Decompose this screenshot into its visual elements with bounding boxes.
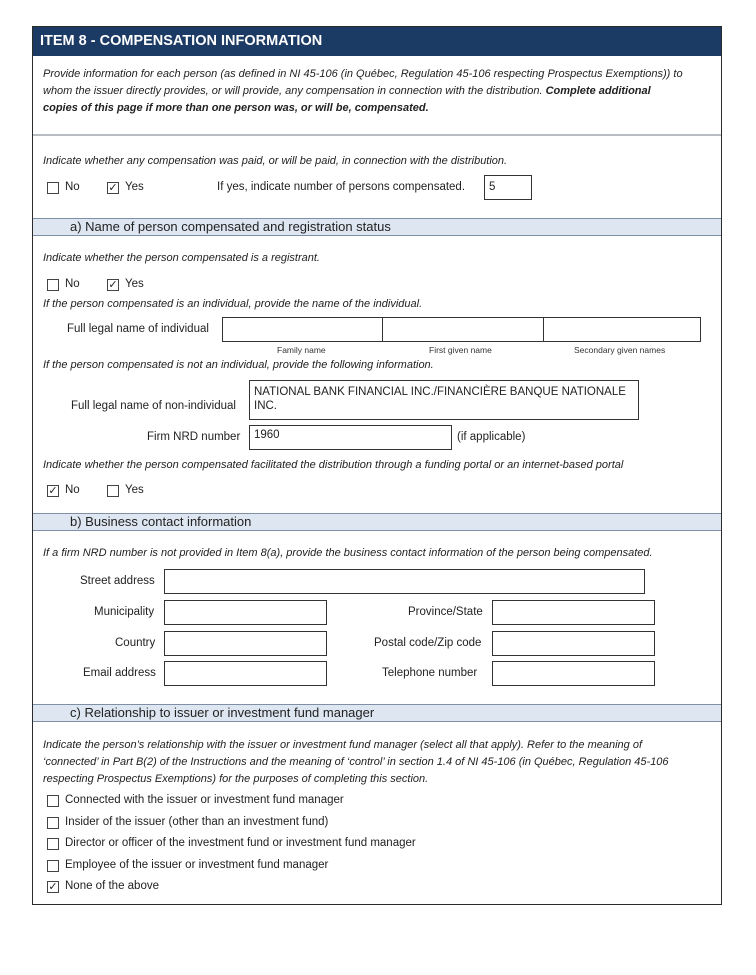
- portal-no-checkbox[interactable]: ✓: [48, 485, 58, 497]
- first-given-name-field[interactable]: [382, 317, 544, 342]
- registrant-question: Indicate whether the person compensated is a registrant.: [43, 252, 320, 264]
- portal-yes-checkbox[interactable]: [107, 485, 119, 497]
- relationship-none-label: None of the above: [65, 880, 159, 892]
- intro-line-2-bold: Complete additional: [542, 85, 651, 97]
- family-name-caption: Family name: [277, 345, 326, 355]
- section-c-header: c) Relationship to issuer or investment fund manager: [33, 704, 721, 722]
- divider: [33, 134, 721, 136]
- intro-text: [43, 66, 713, 117]
- relationship-employee-label: Employee of the issuer or investment fund manager: [65, 859, 329, 871]
- relationship-instruction-line-3: respecting Prospectus Exemptions) for the purposes of completing this section.: [43, 773, 429, 785]
- intro-line-3-bold: copies of this page if more than one person was, or will be, compensated.: [43, 102, 429, 114]
- telephone-number-label: Telephone number: [382, 667, 478, 679]
- non-individual-name-label: Full legal name of non-individual: [71, 400, 236, 412]
- relationship-director-checkbox[interactable]: [47, 838, 59, 850]
- non-individual-name-line-1: NATIONAL BANK FINANCIAL INC./FINANCIÈRE BANQUE NATIONALE: [254, 386, 626, 398]
- street-address-label: Street address: [80, 575, 155, 587]
- email-address-label: Email address: [83, 667, 156, 679]
- registrant-no-label: No: [65, 278, 80, 290]
- first-given-name-caption: First given name: [429, 345, 492, 355]
- non-individual-instruction: If the person compensated is not an individual, provide the following information.: [43, 359, 434, 371]
- municipality-label: Municipality: [94, 606, 155, 618]
- portal-yes-label: Yes: [125, 484, 144, 496]
- persons-count-field[interactable]: 5: [484, 175, 532, 200]
- nrd-note: (if applicable): [457, 431, 526, 443]
- relationship-none-checkbox[interactable]: ✓: [48, 881, 58, 893]
- intro-line-2: whom the issuer directly provides, or will provide, any compensation in connection with the distribution.: [43, 85, 543, 97]
- nrd-number-field[interactable]: 1960: [249, 425, 452, 450]
- individual-name-label: Full legal name of individual: [67, 323, 209, 335]
- persons-count-label: If yes, indicate number of persons compensated.: [217, 181, 466, 193]
- relationship-instruction: [43, 737, 713, 788]
- registrant-yes-checkbox[interactable]: ✓: [108, 279, 118, 291]
- compensation-no-label: No: [65, 181, 80, 193]
- portal-no-label: No: [65, 484, 80, 496]
- non-individual-name-line-2: INC.: [254, 400, 277, 412]
- email-address-field[interactable]: [164, 661, 327, 686]
- compensation-no-checkbox[interactable]: [47, 182, 59, 194]
- compensation-question: Indicate whether any compensation was paid, or will be paid, in connection with the distribution.: [43, 155, 508, 167]
- business-contact-instruction: If a firm NRD number is not provided in Item 8(a), provide the business contact information of the person being compensated.: [43, 547, 653, 559]
- relationship-employee-checkbox[interactable]: [47, 860, 59, 872]
- section-b-header: b) Business contact information: [33, 513, 721, 531]
- individual-instruction: If the person compensated is an individual, provide the name of the individual.: [43, 298, 423, 310]
- non-individual-name-field[interactable]: [249, 380, 639, 420]
- postal-code-label: Postal code/Zip code: [374, 637, 482, 649]
- relationship-insider-label: Insider of the issuer (other than an investment fund): [65, 816, 329, 828]
- relationship-instruction-line-1: Indicate the person’s relationship with the issuer or investment fund manager (select all that apply). Refer to the meaning of: [43, 739, 643, 751]
- province-state-label: Province/State: [408, 606, 483, 618]
- telephone-number-field[interactable]: [492, 661, 655, 686]
- secondary-given-names-caption: Secondary given names: [574, 345, 666, 355]
- country-field[interactable]: [164, 631, 327, 656]
- country-label: Country: [115, 637, 156, 649]
- province-state-field[interactable]: [492, 600, 655, 625]
- relationship-director-label: Director or officer of the investment fund or investment fund manager: [65, 837, 416, 849]
- secondary-given-names-field[interactable]: [543, 317, 701, 342]
- relationship-instruction-line-2: ‘connected’ in Part B(2) of the Instructions and the meaning of ‘control’ in section 1.4 of NI 45-106 (in Québec, Regulation 45-106: [43, 756, 669, 768]
- nrd-number-label: Firm NRD number: [147, 431, 241, 443]
- portal-question: Indicate whether the person compensated facilitated the distribution through a funding portal or an internet-based portal: [43, 459, 624, 471]
- compensation-yes-label: Yes: [125, 181, 144, 193]
- section-a-header: a) Name of person compensated and registration status: [33, 218, 721, 236]
- registrant-no-checkbox[interactable]: [47, 279, 59, 291]
- registrant-yes-label: Yes: [125, 278, 144, 290]
- family-name-field[interactable]: [222, 317, 383, 342]
- relationship-connected-label: Connected with the issuer or investment fund manager: [65, 794, 344, 806]
- relationship-connected-checkbox[interactable]: [47, 795, 59, 807]
- form-header: ITEM 8 - COMPENSATION INFORMATION: [33, 27, 721, 56]
- postal-code-field[interactable]: [492, 631, 655, 656]
- relationship-insider-checkbox[interactable]: [47, 817, 59, 829]
- street-address-field[interactable]: [164, 569, 645, 594]
- compensation-yes-checkbox[interactable]: ✓: [108, 182, 118, 194]
- intro-line-1: Provide information for each person (as defined in NI 45-106 (in Québec, Regulation 45-106 respecting Prospectus Exemptions)) to: [43, 68, 683, 80]
- compensation-form: [32, 26, 722, 905]
- municipality-field[interactable]: [164, 600, 327, 625]
